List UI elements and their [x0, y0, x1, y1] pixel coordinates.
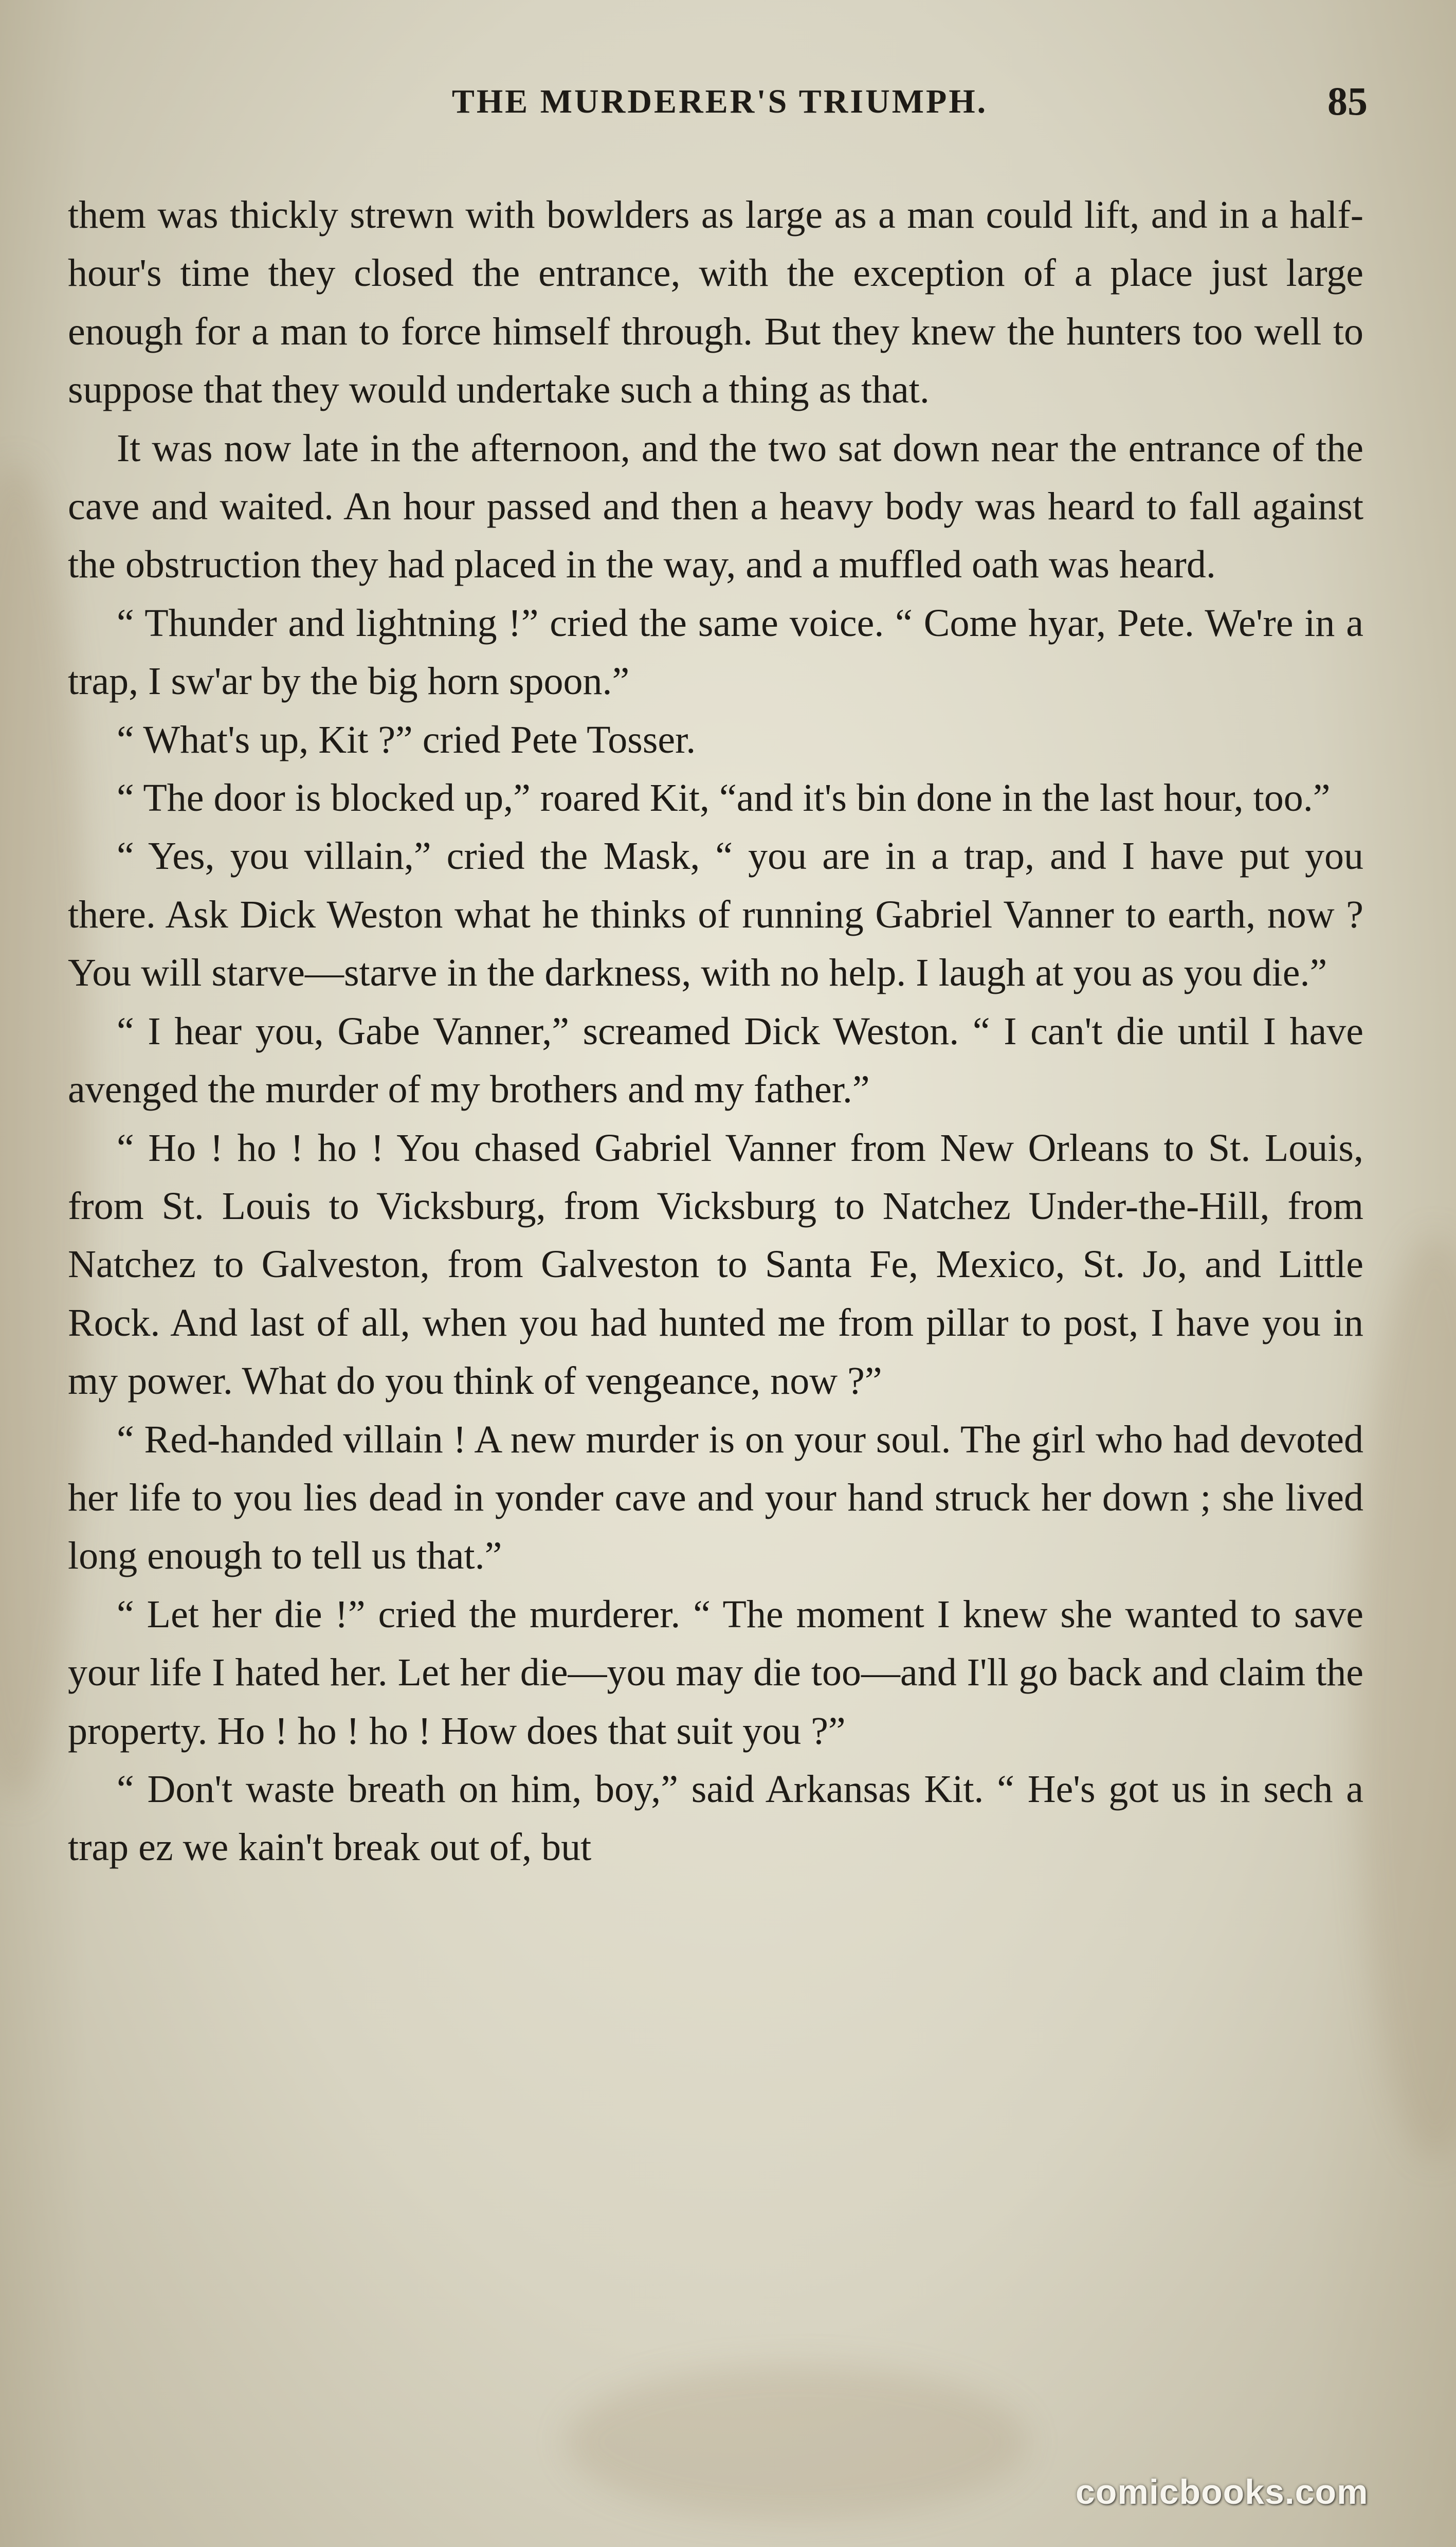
paragraph: “ Thunder and lightning !” cried the same voice. “ Come hyar, Pete. We're in a trap, I sw'ar by the big horn spoon.”	[68, 601, 1363, 703]
paragraph: “ Yes, you villain,” cried the Mask, “ you are in a trap, and I have put you there. Ask Dick Weston what he thinks of running Gabriel Vanner to earth, now ? You will starve—starve in the darkness, with no help. I laugh at you as you die.”	[68, 834, 1363, 995]
body-text	[68, 186, 1363, 1877]
paragraph: “ Red-handed villain ! A new murder is on your soul. The girl who had devoted her life to you lies dead in yonder cave and your hand struck her down ; she lived long enough to tell us that.”	[68, 1417, 1363, 1578]
paragraph: “ What's up, Kit ?” cried Pete Tosser.	[117, 718, 696, 761]
paragraph: “ The door is blocked up,” roared Kit, “and it's bin done in the last hour, too.”	[117, 776, 1331, 820]
paragraph: “ I hear you, Gabe Vanner,” screamed Dick Weston. “ I can't die until I have avenged the murder of my brothers and my father.”	[68, 1009, 1363, 1112]
paragraph: “ Don't waste breath on him, boy,” said Arkansas Kit. “ He's got us in sech a trap ez we kain't break out of, but	[68, 1767, 1363, 1869]
paragraph: them was thickly strewn with bowlders as large as a man could lift, and in a half-hour's time they closed the entrance, with the exception of a place just large enough for a man to force himself through. But they knew the hunters too well to suppose that they would undertake such a thing as that.	[68, 193, 1363, 412]
running-head: THE MURDERER'S TRIUMPH.	[451, 83, 988, 120]
paragraph: “ Ho ! ho ! ho ! You chased Gabriel Vanner from New Orleans to St. Louis, from St. Louis to Vicksburg, from Vicksburg to Natchez Under-the-Hill, from Natchez to Galveston, from Galveston to Santa Fe, Mexico, St. Jo, and Little Rock. And last of all, when you had hunted me from pillar to post, I have you in my power. What do you think of vengeance, now ?”	[68, 1126, 1363, 1403]
page-header	[72, 79, 1368, 139]
page-number: 85	[1327, 79, 1368, 123]
paragraph: It was now late in the afternoon, and the two sat down near the entrance of the cave and waited. An hour passed and then a heavy body was heard to fall against the obstruction they had placed in the way, and a muffled oath was heard.	[68, 426, 1363, 587]
paragraph: “ Let her die !” cried the murderer. “ The moment I knew she wanted to save your life I hated her. Let her die—you may die too—and I'll go back and claim the property. Ho ! ho ! ho ! How does that suit you ?”	[68, 1592, 1363, 1753]
watermark: comicbooks.com	[1076, 2472, 1369, 2512]
